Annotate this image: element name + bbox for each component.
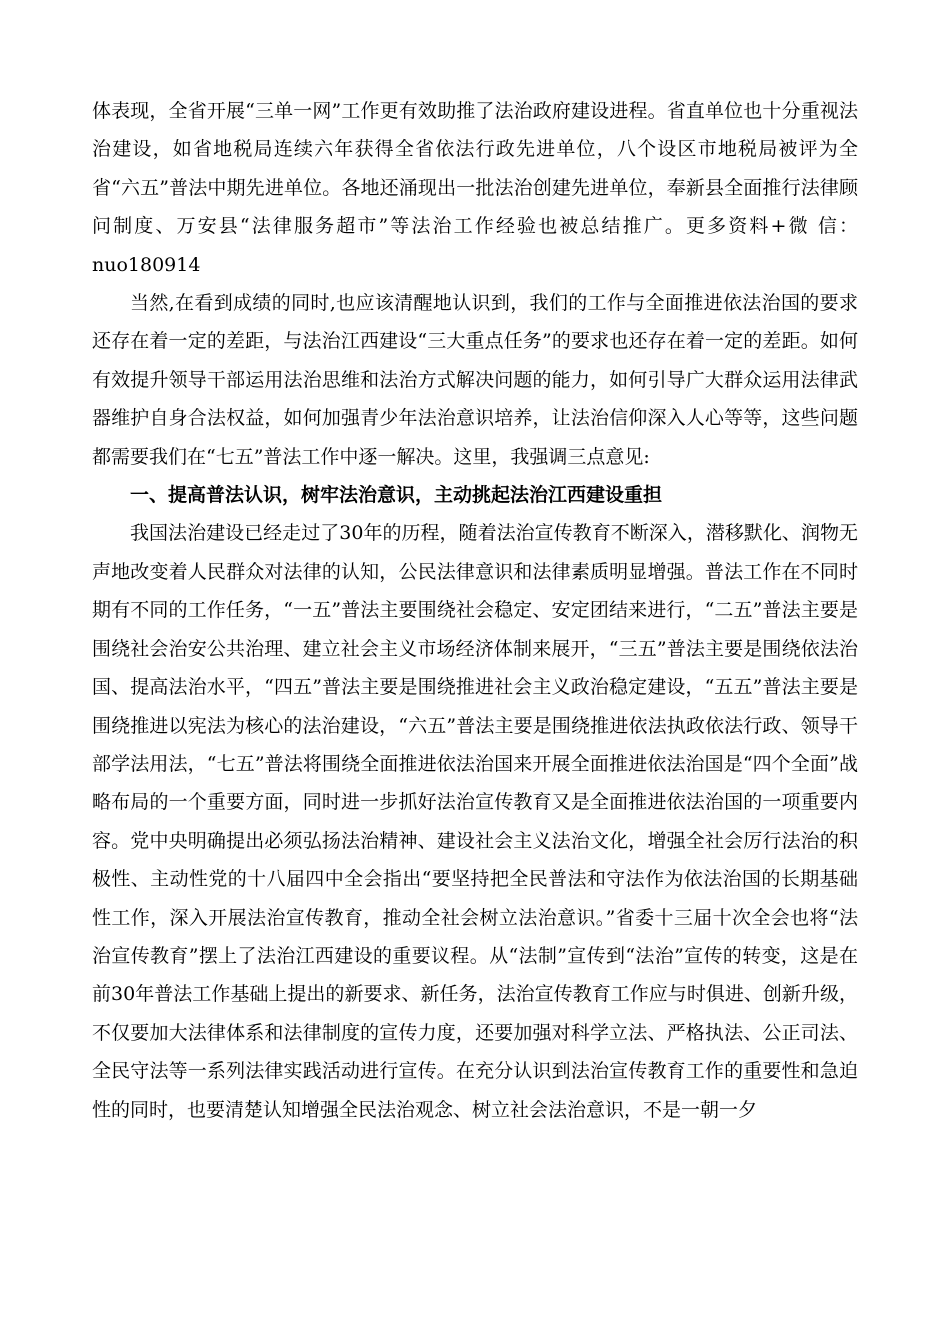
paragraph-continued: 体表现，全省开展“三单一网”工作更有效助推了法治政府建设进程。省直单位也十分重视法治建设，如省地税局连续六年获得全省依法行政先进单位，八个设区市地税局被评为全省“六五”普法中期先进单位。各地还涌现出一批法治创建先进单位，奉新县全面推行法律顾问制度、万安县“法律服务超市”等法治工作经验也被总结推广。更多资料+微 信：nuo180914 — [92, 100, 858, 276]
section-heading-1: 一、提高普法认识，树牢法治意识，主动挑起法治江西建设重担 — [130, 484, 663, 507]
paragraph-history: 我国法治建设已经走过了30年的历程，随着法治宣传教育不断深入，潜移默化、润物无声地改变着人民群众对法律的认知，公民法律意识和法律素质明显增强。普法工作在不同时期有不同的工作任务，“一五”普法主要围绕社会稳定、安定团结来进行，“二五”普法主要是围绕社会治安公共治理、建立社会主义市场经济体制来展开，“三五”普法主要是围绕依法治国、提高法治水平，“四五”普法主要是围绕推进社会主义政治稳定建设，“五五”普法主要是围绕推进以宪法为核心的法治建设，“六五”普法主要是围绕推进依法执政依法行政、领导干部学法用法，“七五”普法将围绕全面推进依法治国来开展全面推进依法治国是“四个全面”战略布局的一个重要方面，同时进一步抓好法治宣传教育又是全面推进依法治国的一项重要内容。党中央明确提出必须弘扬法治精神、建设社会主义法治文化，增强全社会厉行法治的积极性、主动性党的十八届四中全会指出“要坚持把全民普法和守法作为依法治国的长期基础性工作，深入开展法治宣传教育，推动全社会树立法治意识。”省委十三届十次全会也将“法治宣传教育”摆上了法治江西建设的重要议程。从“法制”宣传到“法治”宣传的转变，这是在前30年普法工作基础上提出的新要求、新任务，法治宣传教育工作应与时俱进、创新升级，不仅要加大法律体系和法律制度的宣传力度，还要加强对科学立法、严格执法、公正司法、全民守法等一系列法律实践活动进行宣传。在充分认识到法治宣传教育工作的重要性和急迫性的同时，也要清楚认知增强全民法治观念、树立社会法治意识，不是一朝一夕 — [92, 522, 858, 1121]
document-page — [92, 92, 858, 1129]
paragraph-shortcomings: 当然,在看到成绩的同时,也应该清醒地认识到，我们的工作与全面推进依法治国的要求还存在着一定的差距，与法治江西建设“三大重点任务”的要求也还存在着一定的差距。如何有效提升领导干部运用法治思维和法治方式解决问题的能力，如何引导广大群众运用法律武器维护自身合法权益，如何加强青少年法治意识培养，让法治信仰深入人心等等，这些问题都需要我们在“七五”普法工作中逐一解决。这里，我强调三点意见: — [92, 292, 858, 468]
